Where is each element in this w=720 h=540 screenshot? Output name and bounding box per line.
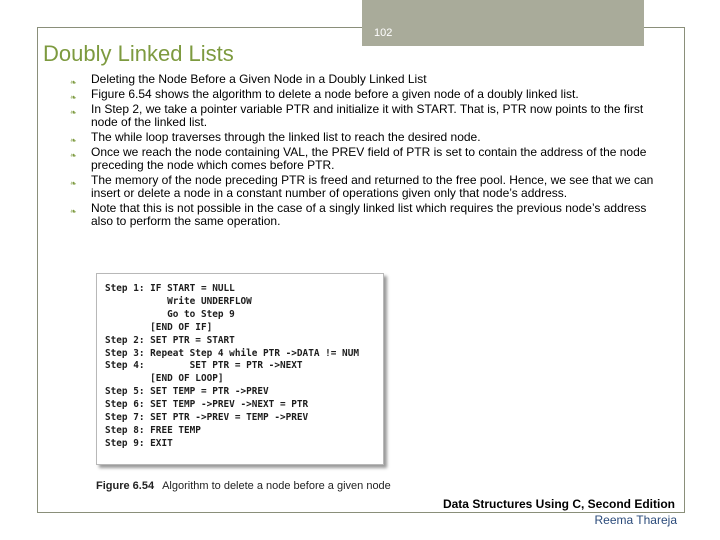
slide-title: Doubly Linked Lists	[43, 41, 234, 66]
algorithm-line: [END OF LOOP]	[105, 373, 224, 385]
algorithm-line: Step 6: SET TEMP ->PREV ->NEXT = PTR	[105, 399, 309, 411]
algorithm-line: Step 5: SET TEMP = PTR ->PREV	[105, 386, 269, 398]
algorithm-line: Step 2: SET PTR = START	[105, 334, 235, 346]
algorithm-line: Step 1: IF START = NULL	[105, 283, 235, 294]
fleuron-bullet-icon: ❧	[70, 93, 77, 102]
figure-caption-text: Algorithm to delete a node before a given node	[162, 480, 391, 492]
bullet-text: The while loop traverses through the linked list to reach the desired node.	[91, 130, 481, 144]
fleuron-bullet-icon: ❧	[70, 108, 77, 117]
algorithm-figure	[96, 273, 384, 465]
bullet-item	[70, 131, 670, 144]
algorithm-line: Step 3: Repeat Step 4 while PTR ->DATA != NUM	[105, 347, 359, 359]
algorithm-listing	[105, 283, 359, 451]
fleuron-bullet-icon: ❧	[70, 136, 77, 145]
bullet-text: Figure 6.54 shows the algorithm to delete a node before a given node of a doubly linked list.	[91, 87, 579, 101]
footer-author: Reema Thareja	[594, 513, 677, 527]
page-number: 102	[374, 27, 393, 39]
figure-caption	[96, 479, 396, 493]
fleuron-bullet-icon: ❧	[70, 78, 77, 87]
fleuron-bullet-icon: ❧	[70, 207, 77, 216]
bullet-item	[70, 73, 670, 86]
bullet-text: Once we reach the node containing VAL, the PREV field of PTR is set to contain the address of the node preceding the node which comes before PTR.	[91, 145, 647, 172]
algorithm-line: Step 9: EXIT	[105, 437, 173, 449]
bullet-item	[70, 174, 670, 200]
bullet-text: The memory of the node preceding PTR is freed and returned to the free pool. Hence, we see that we can insert or delete a node in a constant number of operations given only that node’s address.	[91, 173, 654, 200]
algorithm-line: Step 4: SET PTR = PTR ->NEXT	[105, 360, 303, 372]
algorithm-line: Step 8: FREE TEMP	[105, 424, 201, 436]
page-number-tab	[362, 0, 644, 46]
footer-book-title: Data Structures Using C, Second Edition	[442, 497, 675, 511]
bullet-text: Note that this is not possible in the case of a singly linked list which requires the previous node’s address also to perform the same operation.	[91, 201, 647, 228]
bullet-item	[70, 146, 670, 172]
figure-label: Figure 6.54	[96, 480, 155, 492]
algorithm-line: [END OF IF]	[105, 321, 213, 333]
fleuron-bullet-icon: ❧	[70, 179, 77, 188]
fleuron-bullet-icon: ❧	[70, 151, 77, 160]
algorithm-line: Step 7: SET PTR ->PREV = TEMP ->PREV	[105, 412, 309, 424]
algorithm-line: Go to Step 9	[105, 308, 235, 320]
bullet-item	[70, 88, 670, 101]
bullet-item	[70, 103, 670, 129]
bullet-text: Deleting the Node Before a Given Node in a Doubly Linked List	[91, 72, 427, 86]
algorithm-line: Write UNDERFLOW	[105, 295, 252, 307]
bullet-item	[70, 202, 670, 228]
bullet-text: In Step 2, we take a pointer variable PTR and initialize it with START. That is, PTR now points to the first node of the linked list.	[91, 102, 644, 129]
bullet-list	[70, 73, 670, 230]
